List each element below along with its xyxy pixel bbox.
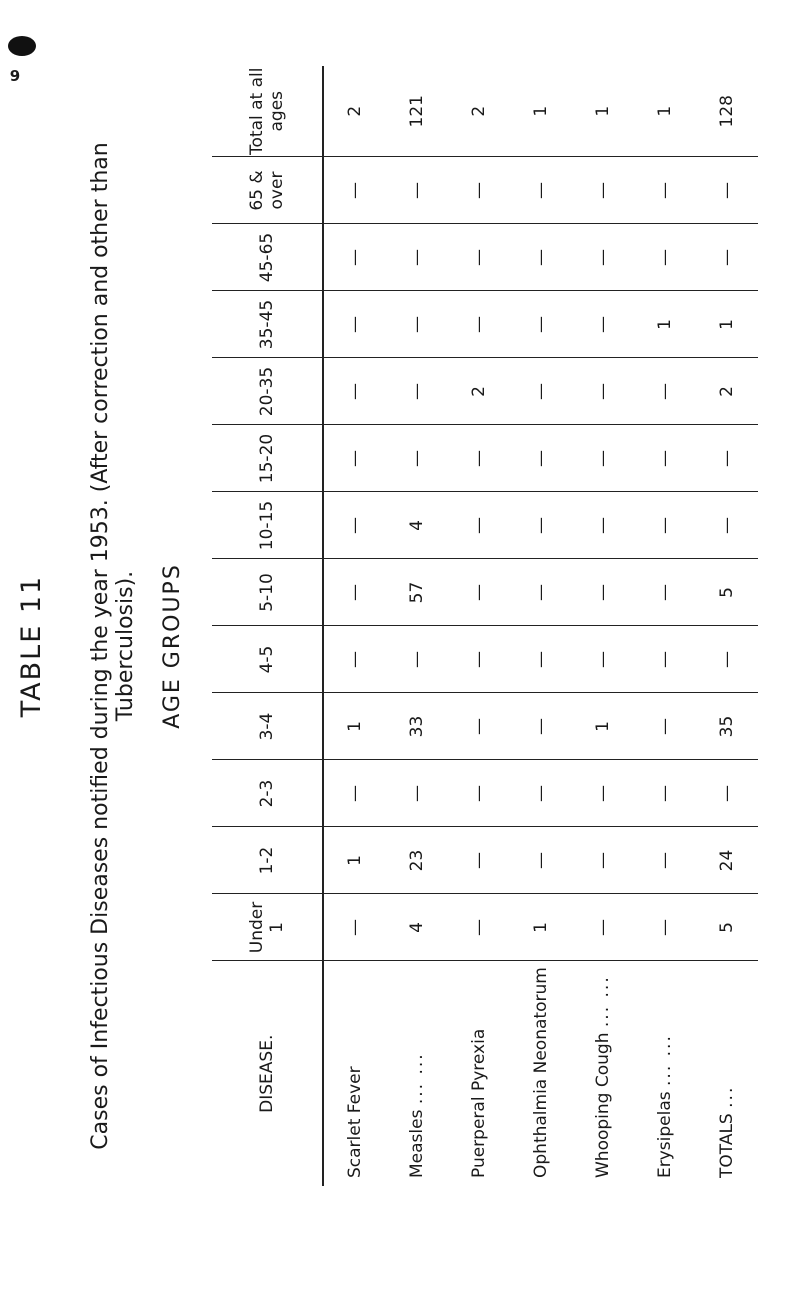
leader-dots: ... <box>717 1085 737 1108</box>
column-header: 4-5 <box>212 626 323 693</box>
value-cell: 35 <box>696 693 758 760</box>
header-row <box>212 66 323 1186</box>
table-row <box>323 66 386 1186</box>
value-cell: — <box>448 425 510 492</box>
value-cell: — <box>572 760 634 827</box>
value-cell: 4 <box>386 894 448 961</box>
ink-blot <box>8 36 36 56</box>
column-header: Total at all ages <box>212 66 323 157</box>
value-cell: 128 <box>696 66 758 157</box>
disease-name: Erysipelas <box>655 1091 675 1178</box>
disease-cell <box>572 961 634 1186</box>
value-cell: 1 <box>696 291 758 358</box>
value-cell: — <box>510 626 572 693</box>
disease-cell <box>634 961 696 1186</box>
value-cell: — <box>510 760 572 827</box>
value-cell: — <box>634 693 696 760</box>
value-cell: 2 <box>696 358 758 425</box>
value-cell: — <box>634 626 696 693</box>
value-cell: — <box>448 894 510 961</box>
disease-cell <box>323 961 386 1186</box>
value-cell: — <box>572 291 634 358</box>
value-cell: 5 <box>696 894 758 961</box>
value-cell: 2 <box>448 358 510 425</box>
value-cell: — <box>510 157 572 224</box>
disease-cell <box>696 961 758 1186</box>
value-cell: — <box>634 894 696 961</box>
table-label: TABLE 11 <box>16 574 47 718</box>
value-cell: — <box>696 425 758 492</box>
value-cell: — <box>572 626 634 693</box>
value-cell: 121 <box>386 66 448 157</box>
age-groups-header: AGE GROUPS <box>160 563 185 729</box>
value-cell: — <box>572 827 634 894</box>
value-cell: — <box>696 157 758 224</box>
value-cell: — <box>572 224 634 291</box>
disease-cell <box>386 961 448 1186</box>
value-cell: — <box>634 224 696 291</box>
value-cell: — <box>323 291 386 358</box>
value-cell: — <box>572 894 634 961</box>
value-cell: — <box>323 425 386 492</box>
table-row <box>510 66 572 1186</box>
value-cell: — <box>510 827 572 894</box>
value-cell: — <box>323 492 386 559</box>
disease-name: Puerperal Pyrexia <box>469 1028 489 1178</box>
value-cell: — <box>323 626 386 693</box>
value-cell: — <box>634 760 696 827</box>
value-cell: — <box>572 492 634 559</box>
disease-name: Whooping Cough <box>593 1032 613 1178</box>
value-cell: — <box>510 425 572 492</box>
value-cell: 24 <box>696 827 758 894</box>
value-cell: — <box>323 224 386 291</box>
value-cell: — <box>510 358 572 425</box>
value-cell: 1 <box>572 66 634 157</box>
disease-cell <box>448 961 510 1186</box>
value-cell: — <box>386 224 448 291</box>
column-header: 2-3 <box>212 760 323 827</box>
value-cell: — <box>448 291 510 358</box>
column-header: 65 & over <box>212 157 323 224</box>
value-cell: 1 <box>323 827 386 894</box>
value-cell: 1 <box>510 66 572 157</box>
column-header: 5-10 <box>212 559 323 626</box>
value-cell: 1 <box>323 693 386 760</box>
table-title: Cases of Infectious Diseases notified during the year 1953. (After correction and other than Tuberculosis). <box>88 142 138 1150</box>
value-cell: — <box>323 358 386 425</box>
value-cell: — <box>572 157 634 224</box>
column-header: 10-15 <box>212 492 323 559</box>
value-cell: — <box>386 626 448 693</box>
value-cell: — <box>448 157 510 224</box>
value-cell: 1 <box>572 693 634 760</box>
value-cell: — <box>448 827 510 894</box>
table-row <box>386 66 448 1186</box>
value-cell: — <box>448 693 510 760</box>
value-cell: — <box>572 559 634 626</box>
value-cell: — <box>510 559 572 626</box>
value-cell: — <box>448 626 510 693</box>
value-cell: — <box>386 157 448 224</box>
value-cell: 1 <box>634 66 696 157</box>
value-cell: — <box>448 559 510 626</box>
value-cell: — <box>634 425 696 492</box>
value-cell: 23 <box>386 827 448 894</box>
value-cell: — <box>634 492 696 559</box>
column-header: 35-45 <box>212 291 323 358</box>
column-header: Under 1 <box>212 894 323 961</box>
column-header: 1-2 <box>212 827 323 894</box>
disease-table <box>212 66 758 1186</box>
value-cell: — <box>696 224 758 291</box>
value-cell: — <box>572 425 634 492</box>
disease-name: TOTALS <box>717 1113 737 1178</box>
value-cell: — <box>323 894 386 961</box>
value-cell: — <box>572 358 634 425</box>
table-row <box>448 66 510 1186</box>
disease-name: Ophthalmia Neonatorum <box>531 967 551 1178</box>
column-header: DISEASE. <box>212 961 323 1186</box>
value-cell: — <box>386 291 448 358</box>
leader-dots: ... ... <box>655 1034 675 1086</box>
value-cell: — <box>323 157 386 224</box>
value-cell: — <box>634 358 696 425</box>
value-cell: — <box>510 693 572 760</box>
value-cell: 1 <box>634 291 696 358</box>
value-cell: 33 <box>386 693 448 760</box>
value-cell: 1 <box>510 894 572 961</box>
value-cell: — <box>696 492 758 559</box>
value-cell: — <box>634 157 696 224</box>
value-cell: 2 <box>323 66 386 157</box>
value-cell: 5 <box>696 559 758 626</box>
page-number: 9 <box>9 66 21 85</box>
value-cell: — <box>696 760 758 827</box>
leader-dots: ... ... <box>407 1052 427 1105</box>
value-cell: — <box>510 224 572 291</box>
value-cell: — <box>448 760 510 827</box>
table-body <box>323 66 758 1186</box>
disease-cell <box>510 961 572 1186</box>
column-header: 3-4 <box>212 693 323 760</box>
disease-name: Measles <box>407 1109 427 1178</box>
value-cell: — <box>323 760 386 827</box>
disease-name: Scarlet Fever <box>345 1066 365 1178</box>
value-cell: — <box>510 291 572 358</box>
value-cell: — <box>510 492 572 559</box>
value-cell: — <box>386 760 448 827</box>
column-header: 20-35 <box>212 358 323 425</box>
column-header: 15-20 <box>212 425 323 492</box>
value-cell: — <box>323 559 386 626</box>
value-cell: — <box>634 559 696 626</box>
value-cell: — <box>386 358 448 425</box>
value-cell: — <box>634 827 696 894</box>
value-cell: 57 <box>386 559 448 626</box>
table-row <box>696 66 758 1186</box>
value-cell: — <box>696 626 758 693</box>
value-cell: — <box>386 425 448 492</box>
value-cell: 2 <box>448 66 510 157</box>
value-cell: 4 <box>386 492 448 559</box>
leader-dots: ... ... <box>593 975 613 1028</box>
value-cell: — <box>448 492 510 559</box>
table-row <box>572 66 634 1186</box>
table-row <box>634 66 696 1186</box>
column-header: 45-65 <box>212 224 323 291</box>
value-cell: — <box>448 224 510 291</box>
